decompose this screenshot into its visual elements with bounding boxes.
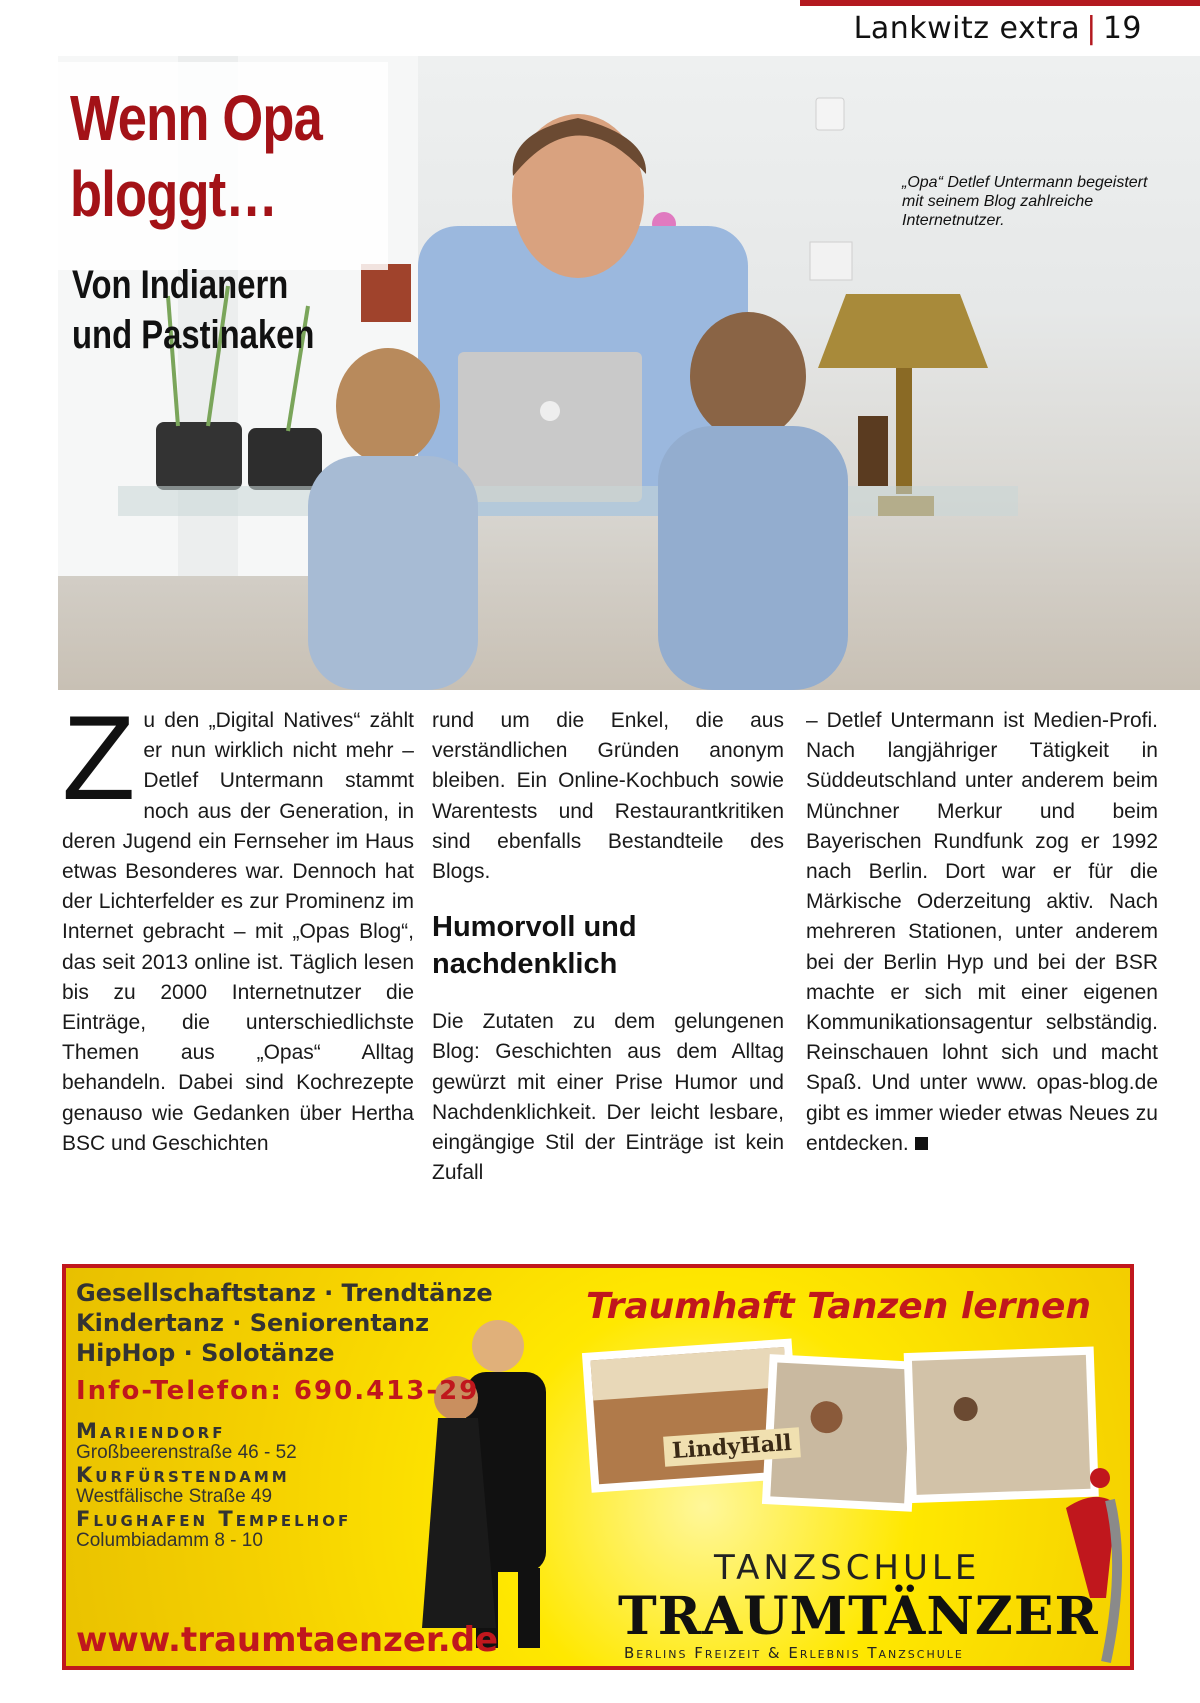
services-line-1: Gesellschaftstanz · Trendtänze [76, 1279, 493, 1307]
location-name: Mariendorf [76, 1419, 226, 1443]
section-label [854, 11, 1142, 46]
location-address: Westfälische Straße 49 [76, 1486, 273, 1507]
hall-sign: LindyHall [663, 1427, 801, 1466]
article-column-3 [806, 706, 1158, 1159]
location-name: Flughafen Tempelhof [76, 1507, 352, 1531]
column-1-text: u den „Digital Natives“ zählt er nun wirklich nicht mehr – Detlef Untermann stammt noch aus der Generation, in deren Jugend ein Fernseher im Haus etwas Besonderes war. Dennoch hat der Lichterfelder es zur Prominenz im Internet gebracht – mit „Opas Blog“, das seit 2013 online ist. Täglich lesen bis zu 2000 Internetnutzer die Einträge, die unterschiedlichste Themen aus „Opas“ Alltag behandeln. Dabei sind Kochrezepte genauso wie Gedanken über Hertha BSC und Geschichten [62, 709, 414, 1155]
title-line-1: Wenn Opa [70, 82, 322, 154]
article-subtitle [72, 260, 314, 360]
header-separator: | [1086, 10, 1097, 46]
article-title [70, 80, 322, 232]
location-address: Columbiadamm 8 - 10 [76, 1530, 263, 1551]
subtitle-line-1: Von Indianern [72, 263, 289, 307]
ad-locations [76, 1420, 351, 1552]
page-header [800, 0, 1200, 56]
services-line-3: HipHop · Solotänze [76, 1339, 335, 1367]
column-2-text-2: Die Zutaten zu dem gelungenen Blog: Geschichten aus dem Alltag gewürzt mit einer Prise Humor und Nachdenklichkeit. Der leicht lesbare, eingängige Stil der Einträge ist kein Zufall [432, 1010, 784, 1185]
page-number: 19 [1102, 10, 1142, 46]
article-column-2 [432, 706, 784, 1188]
dance-school-advertisement [62, 1264, 1134, 1670]
location-name: Kurfürstendamm [76, 1463, 290, 1487]
column-3-text: – Detlef Untermann ist Medien-Profi. Nach langjähriger Tätigkeit in Süddeutschland unter anderem beim Münchner Merkur und beim Bayerischen Rundfunk zog er 1992 nach Berlin. Dort war er für die Märkische Oderzeitung aktiv. Nach mehreren Stationen, unter anderem bei der Berlin Hyp und bei der BSR machte er sich mit einer eigenen Kommunikationsagentur selbständig. Reinschauen lohnt sich und macht Spaß. Und unter www. opas-blog.de gibt es immer wieder etwas Neues zu entdecken. [806, 709, 1158, 1155]
school-tagline: Berlins Freizeit & Erlebnis Tanzschule [624, 1644, 964, 1662]
section-subheading: Humorvoll und nachdenklich [432, 911, 637, 981]
ad-website-link[interactable]: www.traumtaenzer.de [76, 1620, 499, 1660]
ad-slogan: Traumhaft Tanzen lernen [586, 1286, 1092, 1327]
section-name: Lankwitz extra [853, 10, 1081, 46]
ad-phone: Info-Telefon: 690.413-29 [76, 1376, 480, 1406]
title-line-2: bloggt… [70, 158, 278, 230]
location-address: Großbeerenstraße 46 - 52 [76, 1442, 297, 1463]
end-mark [915, 1137, 928, 1150]
subtitle-line-2: und Pastinaken [72, 313, 315, 357]
column-2-text-1: rund um die Enkel, die aus verständlichen Gründen anonym bleiben. Ein Online-Kochbuch sowie Warentests und Restaurantkritiken sind ebenfalls Bestandteile des Blogs. [432, 709, 784, 884]
drop-cap: Z [62, 691, 136, 825]
school-name-line-1: TANZSCHULE [714, 1548, 981, 1588]
photo-caption: „Opa“ Detlef Untermann begeistert mit seinem Blog zahlreiche Internetnutzer. [902, 174, 1148, 229]
services-line-2: Kindertanz · Seniorentanz [76, 1309, 430, 1337]
article-column-1 [62, 691, 414, 1159]
school-name-line-2: TRAUMTÄNZER [618, 1586, 1099, 1647]
ad-services [76, 1278, 493, 1368]
